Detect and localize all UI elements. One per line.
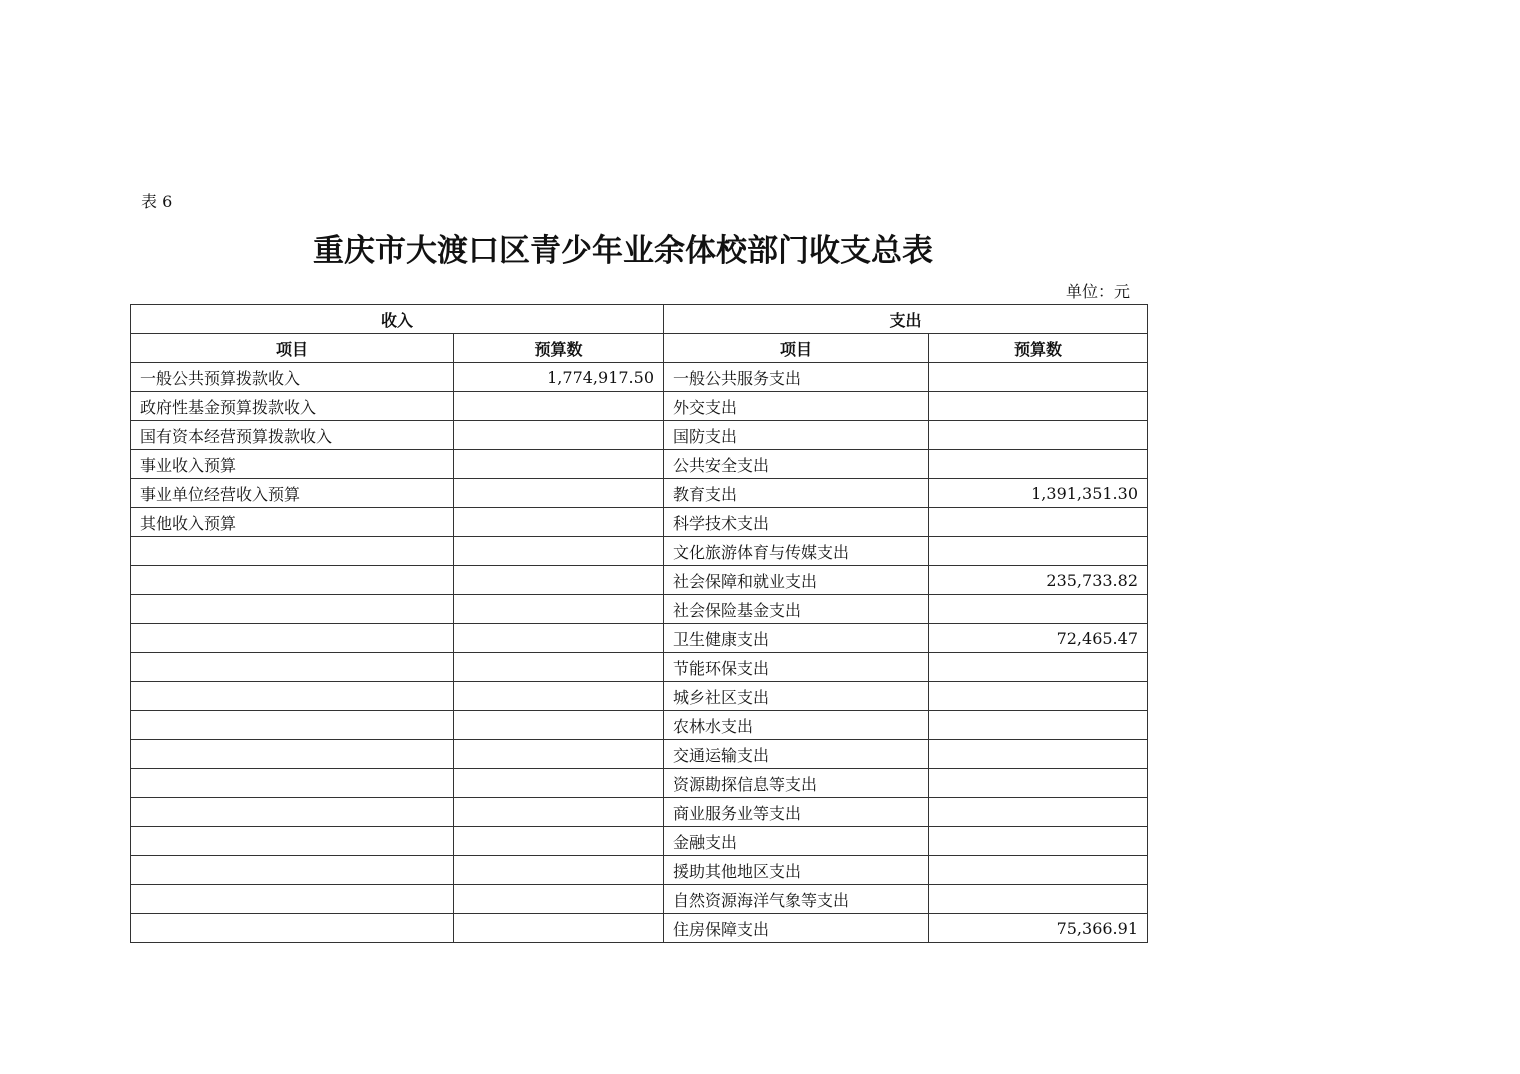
income-amount-cell bbox=[454, 653, 664, 682]
expense-item-cell: 社会保障和就业支出 bbox=[664, 566, 929, 595]
expense-amount-cell bbox=[929, 508, 1148, 537]
budget-table-body bbox=[131, 305, 1148, 943]
income-item-cell: 一般公共预算拨款收入 bbox=[131, 363, 454, 392]
income-amount-cell bbox=[454, 421, 664, 450]
expense-amount-cell bbox=[929, 595, 1148, 624]
expense-item-cell: 外交支出 bbox=[664, 392, 929, 421]
income-item-header: 项目 bbox=[131, 334, 454, 363]
table-label: 表 6 bbox=[141, 192, 173, 211]
income-amount-cell bbox=[454, 595, 664, 624]
expense-amount-cell bbox=[929, 682, 1148, 711]
income-item-cell bbox=[131, 653, 454, 682]
income-amount-cell bbox=[454, 856, 664, 885]
expense-amount-cell bbox=[929, 740, 1148, 769]
income-item-cell: 国有资本经营预算拨款收入 bbox=[131, 421, 454, 450]
income-item-cell bbox=[131, 914, 454, 943]
expense-item-cell: 住房保障支出 bbox=[664, 914, 929, 943]
table-row bbox=[131, 711, 1148, 740]
expense-item-cell: 金融支出 bbox=[664, 827, 929, 856]
expense-item-cell: 科学技术支出 bbox=[664, 508, 929, 537]
income-amount-cell bbox=[454, 711, 664, 740]
income-amount-cell bbox=[454, 392, 664, 421]
table-row bbox=[131, 653, 1148, 682]
income-item-cell: 事业收入预算 bbox=[131, 450, 454, 479]
income-amount-cell: 1,774,917.50 bbox=[454, 363, 664, 392]
income-item-cell bbox=[131, 566, 454, 595]
table-row bbox=[131, 479, 1148, 508]
expense-item-cell: 农林水支出 bbox=[664, 711, 929, 740]
income-item-cell bbox=[131, 827, 454, 856]
table-row bbox=[131, 566, 1148, 595]
expense-amount-cell bbox=[929, 769, 1148, 798]
income-item-cell bbox=[131, 769, 454, 798]
table-row bbox=[131, 537, 1148, 566]
table-row bbox=[131, 392, 1148, 421]
income-item-cell bbox=[131, 682, 454, 711]
expense-amount-cell bbox=[929, 856, 1148, 885]
expense-item-cell: 自然资源海洋气象等支出 bbox=[664, 885, 929, 914]
income-amount-cell bbox=[454, 769, 664, 798]
income-amount-cell bbox=[454, 479, 664, 508]
expense-item-cell: 卫生健康支出 bbox=[664, 624, 929, 653]
expense-item-cell: 商业服务业等支出 bbox=[664, 798, 929, 827]
column-header-row bbox=[131, 334, 1148, 363]
income-amount-cell bbox=[454, 682, 664, 711]
income-amount-cell bbox=[454, 537, 664, 566]
income-amount-cell bbox=[454, 508, 664, 537]
expense-amount-cell: 1,391,351.30 bbox=[929, 479, 1148, 508]
expense-amount-cell bbox=[929, 653, 1148, 682]
expense-item-cell: 援助其他地区支出 bbox=[664, 856, 929, 885]
expense-item-header: 项目 bbox=[664, 334, 929, 363]
table-row bbox=[131, 421, 1148, 450]
page-title: 重庆市大渡口区青少年业余体校部门收支总表 bbox=[313, 233, 933, 269]
expense-amount-cell bbox=[929, 537, 1148, 566]
income-item-cell bbox=[131, 711, 454, 740]
income-amount-cell bbox=[454, 827, 664, 856]
income-item-cell bbox=[131, 537, 454, 566]
unit-label: 单位：元 bbox=[1066, 282, 1131, 301]
expense-amount-cell bbox=[929, 885, 1148, 914]
income-amount-cell bbox=[454, 566, 664, 595]
expense-budget-header: 预算数 bbox=[929, 334, 1148, 363]
expense-amount-cell bbox=[929, 421, 1148, 450]
income-item-cell bbox=[131, 595, 454, 624]
income-amount-cell bbox=[454, 914, 664, 943]
income-amount-cell bbox=[454, 740, 664, 769]
income-item-cell: 其他收入预算 bbox=[131, 508, 454, 537]
expense-amount-cell: 72,465.47 bbox=[929, 624, 1148, 653]
income-amount-cell bbox=[454, 885, 664, 914]
income-item-cell bbox=[131, 885, 454, 914]
expense-amount-cell bbox=[929, 450, 1148, 479]
table-row bbox=[131, 885, 1148, 914]
table-row bbox=[131, 595, 1148, 624]
expense-item-cell: 资源勘探信息等支出 bbox=[664, 769, 929, 798]
income-amount-cell bbox=[454, 798, 664, 827]
table-row bbox=[131, 769, 1148, 798]
table-row bbox=[131, 856, 1148, 885]
expense-amount-cell bbox=[929, 392, 1148, 421]
income-item-cell bbox=[131, 798, 454, 827]
table-row bbox=[131, 827, 1148, 856]
table-row bbox=[131, 508, 1148, 537]
table-row bbox=[131, 740, 1148, 769]
expense-amount-cell bbox=[929, 711, 1148, 740]
expense-item-cell: 城乡社区支出 bbox=[664, 682, 929, 711]
income-header: 收入 bbox=[131, 305, 664, 334]
table-row bbox=[131, 682, 1148, 711]
table-row bbox=[131, 914, 1148, 943]
income-item-cell: 政府性基金预算拨款收入 bbox=[131, 392, 454, 421]
expense-amount-cell bbox=[929, 827, 1148, 856]
expense-amount-cell: 235,733.82 bbox=[929, 566, 1148, 595]
table-row bbox=[131, 450, 1148, 479]
expense-item-cell: 公共安全支出 bbox=[664, 450, 929, 479]
income-item-cell bbox=[131, 740, 454, 769]
expense-amount-cell bbox=[929, 798, 1148, 827]
expense-item-cell: 教育支出 bbox=[664, 479, 929, 508]
table-row bbox=[131, 798, 1148, 827]
expense-header: 支出 bbox=[664, 305, 1148, 334]
budget-table bbox=[130, 304, 1148, 943]
table-row bbox=[131, 624, 1148, 653]
table-row bbox=[131, 363, 1148, 392]
income-item-cell: 事业单位经营收入预算 bbox=[131, 479, 454, 508]
expense-item-cell: 社会保险基金支出 bbox=[664, 595, 929, 624]
expense-item-cell: 文化旅游体育与传媒支出 bbox=[664, 537, 929, 566]
income-item-cell bbox=[131, 624, 454, 653]
expense-amount-cell: 75,366.91 bbox=[929, 914, 1148, 943]
expense-item-cell: 一般公共服务支出 bbox=[664, 363, 929, 392]
expense-amount-cell bbox=[929, 363, 1148, 392]
expense-item-cell: 国防支出 bbox=[664, 421, 929, 450]
expense-item-cell: 节能环保支出 bbox=[664, 653, 929, 682]
expense-item-cell: 交通运输支出 bbox=[664, 740, 929, 769]
income-amount-cell bbox=[454, 624, 664, 653]
income-amount-cell bbox=[454, 450, 664, 479]
section-header-row bbox=[131, 305, 1148, 334]
income-item-cell bbox=[131, 856, 454, 885]
income-budget-header: 预算数 bbox=[454, 334, 664, 363]
